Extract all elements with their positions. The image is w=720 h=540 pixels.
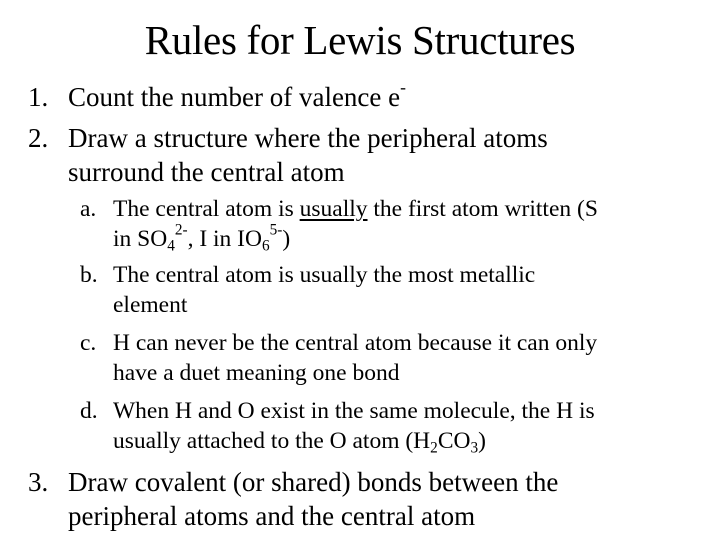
subitem-a-line2-sub2: 6 (261, 237, 270, 255)
rule-2-subitem-a (80, 194, 598, 255)
rule-1 (28, 76, 406, 114)
rule-3-number: 3. (28, 467, 49, 497)
rule-3-line2: peripheral atoms and the central atom (68, 501, 476, 531)
rule-1-text: Count the number of valence e (68, 82, 401, 112)
subitem-d-line1: When H and O exist in the same molecule, the H is (113, 398, 595, 424)
subitem-a-line1 (113, 194, 598, 224)
subitem-c-line2: have a duet meaning one bond (113, 360, 400, 386)
subitem-d-line2-end: ) (478, 428, 486, 454)
subitem-b-line1: The central atom is usually the most metallic (113, 262, 536, 288)
subitem-c-line1: H can never be the central atom because it can only (113, 330, 598, 356)
rule-2-subitem-d (80, 396, 595, 457)
rule-2-line1: Draw a structure where the peripheral atoms (68, 123, 548, 153)
subitem-a-line2 (113, 221, 598, 255)
slide-title: Rules for Lewis Structures (144, 17, 576, 63)
subitem-a-letter: a. (80, 196, 97, 222)
subitem-b-letter: b. (80, 262, 98, 288)
subitem-d-line2-sub2: 3 (470, 439, 479, 457)
rule-2-number: 2. (28, 123, 49, 153)
subitem-d-line2-mid: CO (437, 428, 471, 454)
rule-3 (28, 465, 559, 533)
rule-3-line1: Draw covalent (or shared) bonds between the (68, 467, 559, 497)
subitem-a-line2-sup2: 5- (269, 221, 283, 239)
rule-2-subitem-b (80, 260, 536, 320)
subitem-a-line2-sub: 4 (167, 237, 175, 255)
subitem-d-letter: d. (80, 398, 98, 424)
subitem-a-line2-pre: in SO (113, 226, 168, 252)
rule-1-number: 1. (28, 82, 49, 112)
subitem-a-text-pre: The central atom is (113, 196, 300, 222)
subitem-c-letter: c. (80, 330, 97, 356)
subitem-a-line2-mid: , I in IO (187, 226, 262, 252)
subitem-d-line2 (113, 426, 595, 456)
subitem-b-line2: element (113, 292, 188, 318)
rule-2-subitem-c (80, 328, 598, 388)
rule-2-line2: surround the central atom (68, 157, 345, 187)
rule-2 (28, 121, 548, 189)
subitem-a-text-post: the first atom written (S (367, 196, 598, 222)
rule-1-superscript: - (400, 76, 406, 97)
subitem-a-line2-sup: 2- (174, 221, 188, 239)
subitem-d-line2-pre: usually attached to the O atom (H (113, 428, 431, 454)
subitem-a-underlined: usually (299, 196, 368, 222)
subitem-a-line2-end: ) (282, 226, 291, 252)
subitem-d-line2-sub: 2 (430, 439, 438, 457)
